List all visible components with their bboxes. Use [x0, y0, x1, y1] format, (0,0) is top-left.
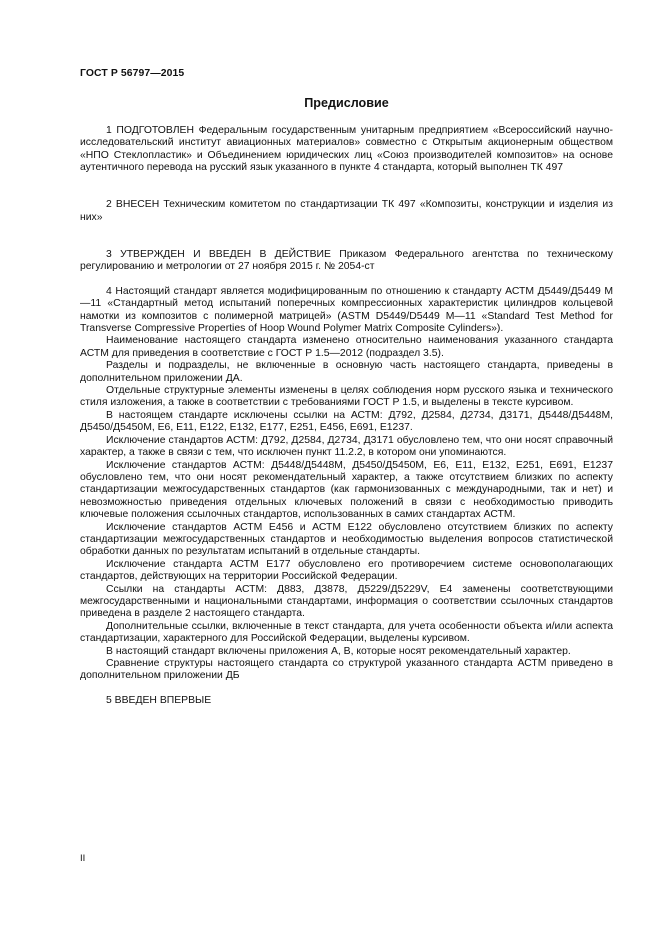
paragraph-title-changed: Наименование настоящего стандарта изменено относительно наименования указанного стандарта АСТМ для приведения в соответствие с ГОСТ Р 1.5—2012 (подраздел 3.5). [80, 335, 613, 359]
paragraph-exclusion-statistics: Исключение стандартов АСТМ E456 и АСТМ E122 обусловлено отсутствием близких по аспекту стандартизации межгосударственных стандартов и необходимостью выделения вопросов статистической обработки данных по результатам испытаний в отдельные стандарты. [80, 521, 613, 558]
paragraph-structure-comparison: Сравнение структуры настоящего стандарта со структурой указанного стандарта АСТМ приведено в дополнительном приложении ДБ [80, 658, 613, 682]
paragraph-sections-excluded: Разделы и подразделы, не включенные в основную часть настоящего стандарта, приведены в дополнительном приложении ДА. [80, 360, 613, 384]
paragraph-exclusion-reference: Исключение стандартов АСТМ: Д792, Д2584, Д2734, Д3171 обусловлено тем, что они носят справочный характер, а также в связи с тем, что исключен пункт 11.2.2, в котором они упоминаются. [80, 434, 613, 459]
paragraph-elements-changed: Отдельные структурные элементы изменены в целях соблюдения норм русского языка и технического стиля изложения, а также в соответствии с требованиями ГОСТ Р 1.5, и выделены в тексте курсивом. [80, 385, 613, 409]
section-title: Предисловие [304, 96, 389, 110]
paragraph-modified-standard: 4 Настоящий стандарт является модифицированным по отношению к стандарту АСТМ Д5449/Д5449 М—11 «Стандартный метод испытаний поперечных компрессионных характеристик цилиндров кольцевой намотки из композитов с полимерной матрицей» (ASTM D5449/D5449 M—11 «Standard Test Method for Transverse Compressive Properties of Hoop Wound Polymer Matrix Composite Cylinders»). [80, 285, 613, 335]
paragraph-prepared-by: 1 ПОДГОТОВЛЕН Федеральным государственным унитарным предприятием «Всероссийский научно-исследовательский институт авиационных материалов» совместно с Открытым акционерным обществом «НПО Стеклопластик» и Объединением юридических лиц «Союз производителей композитов» на основе аутентичного перевода на русский язык указанного в пункте 4 стандарта, который выполнен ТК 497 [80, 125, 613, 174]
page-number: II [80, 853, 86, 864]
foreword-body [80, 125, 613, 708]
paragraph-additional-references: Дополнительные ссылки, включенные в текст стандарта, для учета особенности объекта и/или аспекта стандартизации, характерного для Российской Федерации, выделены курсивом. [80, 620, 613, 645]
paragraph-introduced-by: 2 ВНЕСЕН Техническим комитетом по стандартизации ТК 497 «Композиты, конструкции и изделия из них» [80, 199, 613, 223]
document-code: ГОСТ Р 56797—2015 [80, 68, 185, 79]
paragraph-references-replaced: Ссылки на стандарты АСТМ: Д883, Д3878, Д5229/Д5229V, E4 заменены соответствующими межгосударственными и национальными стандартами, информация о соответствии ссылочных стандартов приведена в разделе 2 настоящего стандарта. [80, 583, 613, 620]
paragraph-exclusion-e177: Исключение стандарта АСТМ E177 обусловлено его противоречием системе основополагающих стандартов, действующих на территории Российской Федерации. [80, 558, 613, 583]
paragraph-annexes: В настоящий стандарт включены приложения А, В, которые носят рекомендательный характер. [106, 645, 571, 657]
paragraph-exclusion-recommendatory: Исключение стандартов АСТМ: Д5448/Д5448М, Д5450/Д5450М, E6, E11, E132, E251, E691, E1237 обусловлено тем, что они носят рекомендательный характер, а также отсутствием близких по аспекту стандартизации межгосударственных стандартов (как гармонизованных с международными, так и нет) и невозможностью приведения отдельных ключевых положений в связи с необходимостью приводить ключевые положения ссылочных стандартов, использованных в самих стандартах АСТМ. [80, 459, 613, 521]
paragraph-approved: 3 УТВЕРЖДЕН И ВВЕДЕН В ДЕЙСТВИЕ Приказом Федерального агентства по техническому регулированию и метрологии от 27 ноября 2015 г. № 2054-ст [80, 248, 613, 273]
paragraph-references-excluded: В настоящем стандарте исключены ссылки на АСТМ: Д792, Д2584, Д2734, Д3171, Д5448/Д5448М, Д5450/Д5450М, E6, E11, E122, E132, E177, E251, E456, E691, E1237. [80, 409, 613, 434]
paragraph-introduced-first-time: 5 ВВЕДЕН ВПЕРВЫЕ [106, 695, 212, 707]
